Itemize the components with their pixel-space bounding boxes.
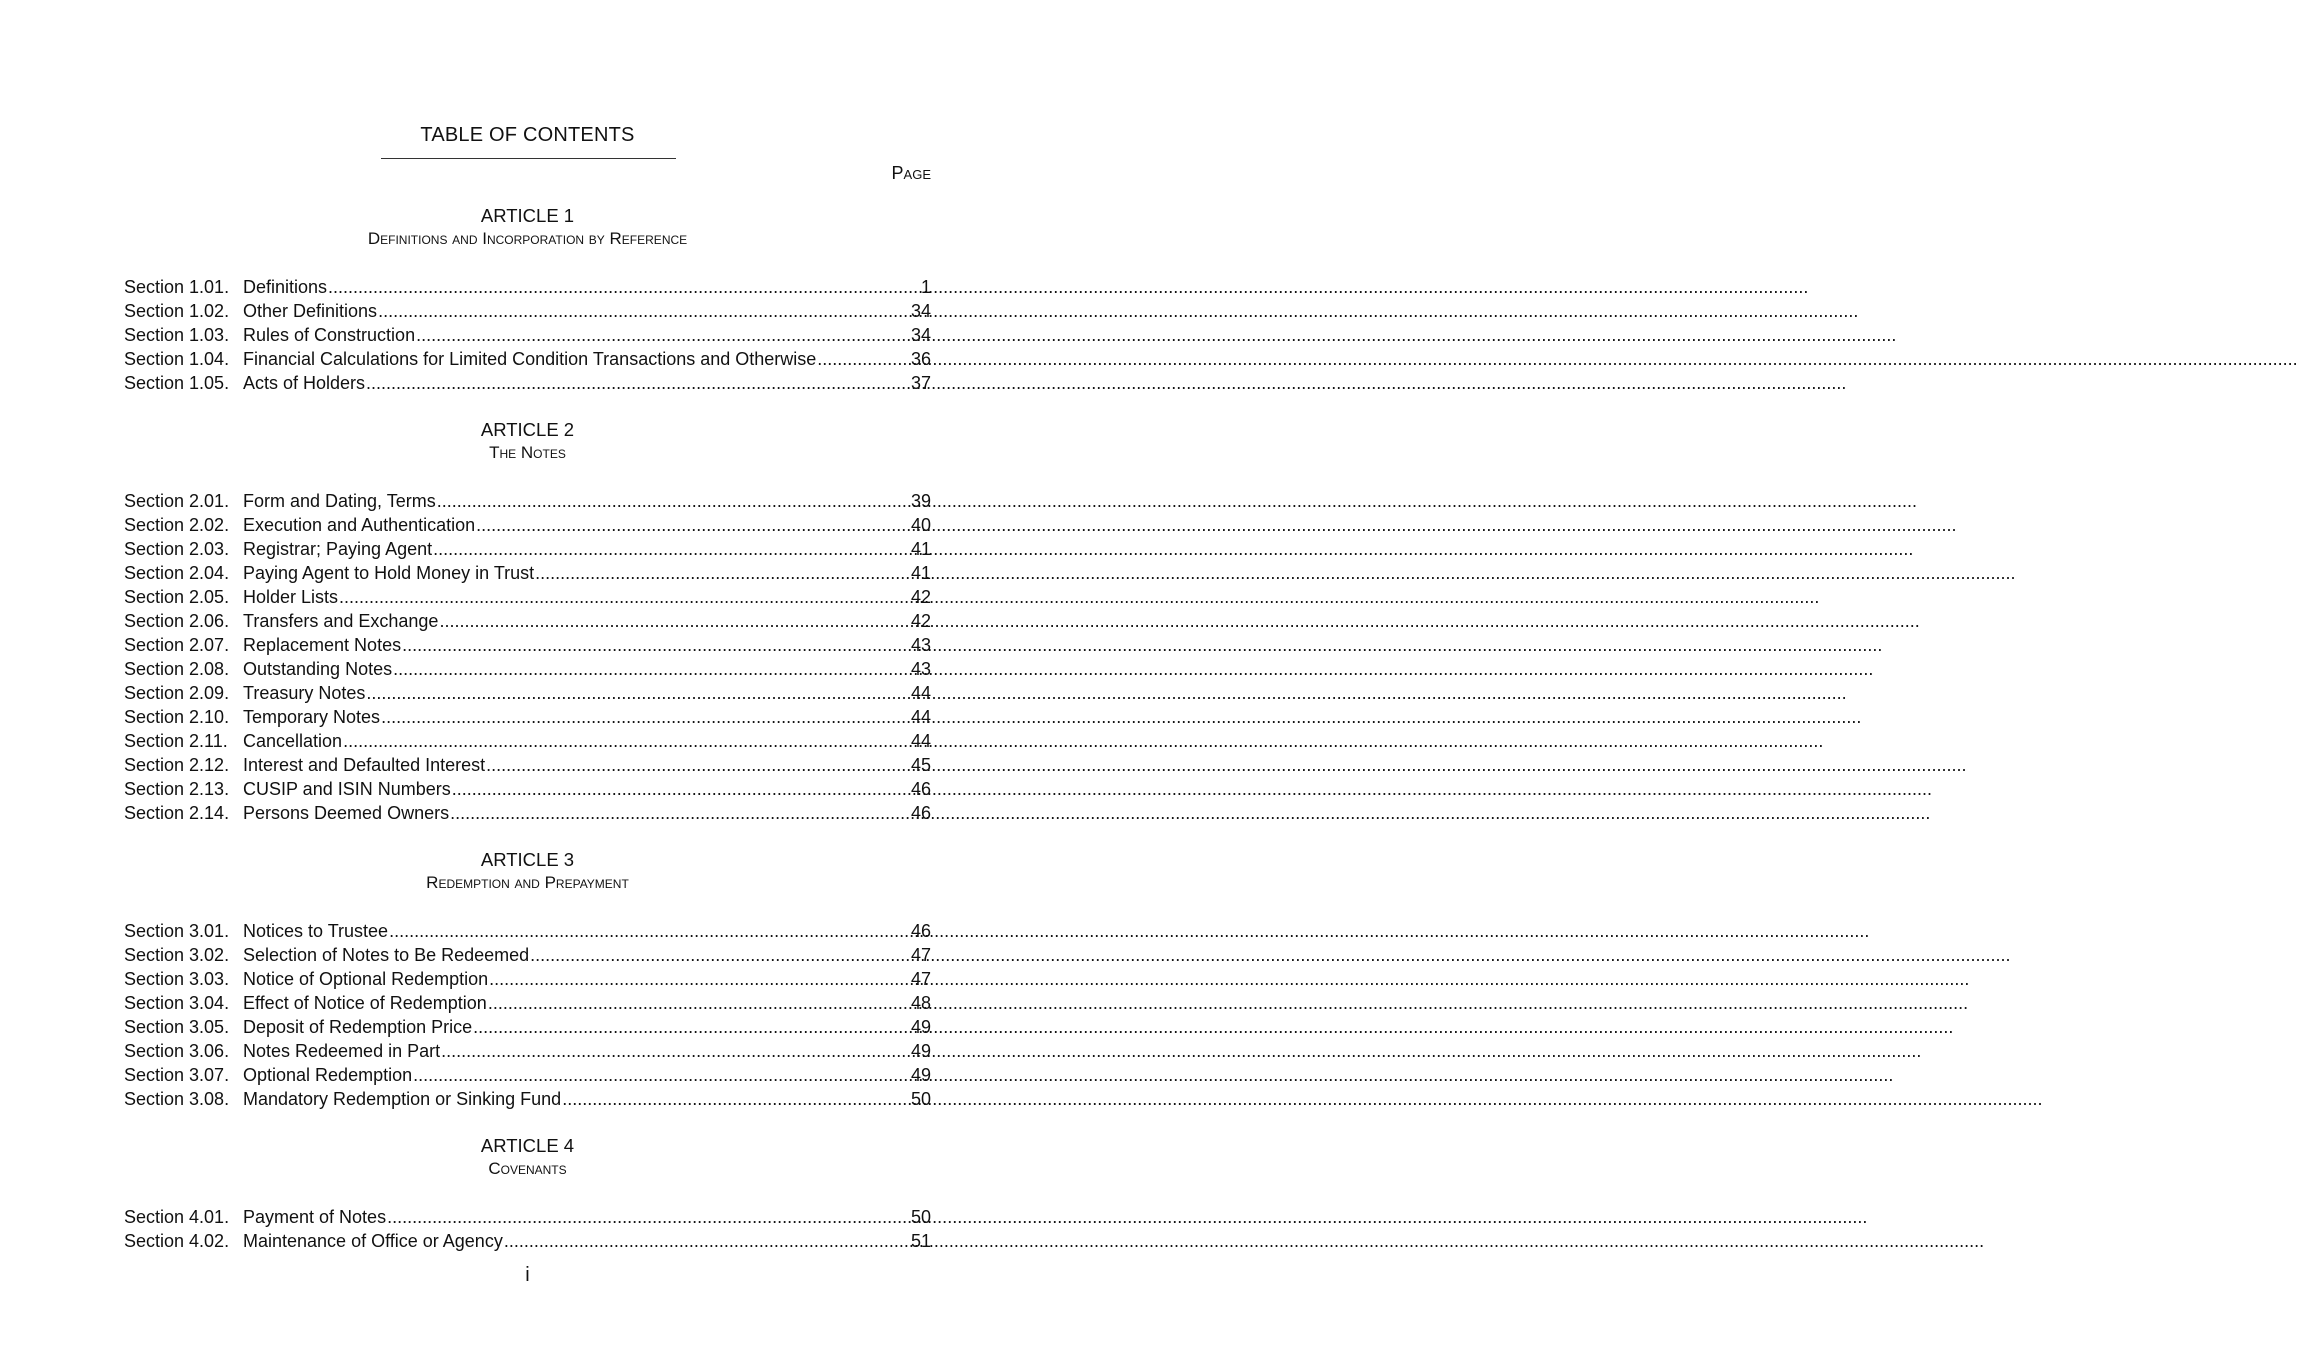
section-title: Effect of Notice of Redemption — [243, 993, 487, 1013]
section-page-number: 44 — [910, 707, 931, 727]
dot-leader — [389, 919, 910, 943]
dot-leader — [488, 991, 910, 1015]
section-title: Temporary Notes — [243, 707, 381, 727]
dot-leader — [366, 681, 910, 705]
section-title: Persons Deemed Owners — [243, 803, 450, 823]
section-title: Holder Lists — [243, 587, 339, 607]
toc-entry[interactable] — [124, 919, 931, 943]
dot-leader — [402, 633, 910, 657]
toc-entry[interactable] — [124, 347, 931, 371]
section-title: Deposit of Redemption Price — [243, 1017, 473, 1037]
toc-entry[interactable] — [124, 371, 931, 395]
dot-leader — [439, 609, 910, 633]
section-number: Section 3.08. — [124, 1089, 230, 1109]
toc-entry[interactable] — [124, 1087, 931, 1111]
article-block — [124, 848, 931, 1111]
section-number: Section 3.07. — [124, 1065, 230, 1085]
dot-leader — [452, 777, 910, 801]
section-number: Section 4.01. — [124, 1207, 230, 1227]
toc-body — [124, 204, 931, 1276]
toc-entry[interactable] — [124, 299, 931, 323]
article-block — [124, 418, 931, 825]
section-title: Paying Agent to Hold Money in Trust — [243, 563, 535, 583]
section-number: Section 1.05. — [124, 373, 230, 393]
dot-leader — [393, 657, 910, 681]
section-page-number: 40 — [910, 515, 931, 535]
section-page-number: 43 — [910, 659, 931, 679]
section-page-number: 41 — [910, 563, 931, 583]
section-page-number: 41 — [910, 539, 931, 559]
article-subtitle: The Notes — [489, 443, 566, 462]
toc-entry[interactable] — [124, 681, 931, 705]
dot-leader — [437, 489, 910, 513]
section-title: CUSIP and ISIN Numbers — [243, 779, 451, 799]
section-number: Section 2.02. — [124, 515, 230, 535]
dot-leader — [562, 1087, 910, 1111]
section-title: Execution and Authentication — [243, 515, 476, 535]
section-title: Acts of Holders — [243, 373, 366, 393]
section-number: Section 1.03. — [124, 325, 230, 345]
toc-entry[interactable] — [124, 967, 931, 991]
page-column-label: Page — [891, 163, 931, 183]
toc-entry[interactable] — [124, 991, 931, 1015]
toc-entry[interactable] — [124, 1229, 931, 1253]
toc-entry[interactable] — [124, 275, 931, 299]
dot-leader — [339, 585, 910, 609]
section-page-number: 49 — [910, 1041, 931, 1061]
section-title: Optional Redemption — [243, 1065, 413, 1085]
article-subtitle: Definitions and Incorporation by Reference — [367, 229, 688, 248]
section-number: Section 2.11. — [124, 731, 228, 751]
section-number: Section 3.05. — [124, 1017, 230, 1037]
section-number: Section 2.05. — [124, 587, 230, 607]
page-number: i — [525, 1264, 530, 1286]
dot-leader — [441, 1039, 910, 1063]
section-title: Selection of Notes to Be Redeemed — [243, 945, 530, 965]
section-number: Section 2.01. — [124, 491, 230, 511]
section-number: Section 2.08. — [124, 659, 230, 679]
dot-leader — [378, 299, 910, 323]
section-number: Section 4.02. — [124, 1231, 230, 1251]
section-number: Section 2.12. — [124, 755, 230, 775]
dot-leader — [473, 1015, 910, 1039]
section-title: Transfers and Exchange — [243, 611, 439, 631]
section-number: Section 2.04. — [124, 563, 230, 583]
article-block — [124, 1134, 931, 1253]
section-title: Rules of Construction — [243, 325, 416, 345]
section-title: Interest and Defaulted Interest — [243, 755, 486, 775]
section-page-number: 44 — [910, 683, 931, 703]
toc-entry[interactable] — [124, 561, 931, 585]
section-title: Outstanding Notes — [243, 659, 393, 679]
section-page-number: 39 — [910, 491, 931, 511]
article-subtitle: Redemption and Prepayment — [426, 873, 629, 892]
section-title: Definitions — [243, 277, 328, 297]
section-page-number: 37 — [910, 373, 931, 393]
title-underline — [381, 158, 676, 159]
toc-entry[interactable] — [124, 489, 931, 513]
section-title: Treasury Notes — [243, 683, 366, 703]
section-page-number: 47 — [910, 945, 931, 965]
section-page-number: 46 — [910, 803, 931, 823]
toc-entry[interactable] — [124, 943, 931, 967]
dot-leader — [535, 561, 910, 585]
toc-entry[interactable] — [124, 657, 931, 681]
section-page-number: 46 — [910, 779, 931, 799]
section-page-number: 48 — [910, 993, 931, 1013]
section-page-number: 34 — [910, 325, 931, 345]
toc-entry[interactable] — [124, 1015, 931, 1039]
section-number: Section 3.04. — [124, 993, 230, 1013]
section-number: Section 2.14. — [124, 803, 230, 823]
section-number: Section 1.04. — [124, 349, 230, 369]
section-title: Cancellation — [243, 731, 343, 751]
section-number: Section 2.09. — [124, 683, 230, 703]
section-page-number: 49 — [910, 1065, 931, 1085]
article-heading: ARTICLE 1 — [480, 205, 575, 226]
dot-leader — [328, 275, 920, 299]
article-heading: ARTICLE 3 — [480, 849, 575, 870]
toc-entry[interactable] — [124, 705, 931, 729]
section-number: Section 1.01. — [124, 277, 230, 297]
dot-leader — [366, 371, 910, 395]
toc-entry[interactable] — [124, 585, 931, 609]
dot-leader — [387, 1205, 910, 1229]
toc-entry[interactable] — [124, 1205, 931, 1229]
section-title: Payment of Notes — [243, 1207, 387, 1227]
dot-leader — [504, 1229, 910, 1253]
section-page-number: 34 — [910, 301, 931, 321]
dot-leader — [817, 347, 910, 371]
section-page-number: 49 — [910, 1017, 931, 1037]
section-page-number: 50 — [910, 1089, 931, 1109]
section-page-number: 45 — [910, 755, 931, 775]
dot-leader — [486, 753, 910, 777]
section-title: Notes Redeemed in Part — [243, 1041, 441, 1061]
section-number: Section 1.02. — [124, 301, 230, 321]
section-number: Section 2.06. — [124, 611, 230, 631]
dot-leader — [343, 729, 910, 753]
toc-entry[interactable] — [124, 729, 931, 753]
dot-leader — [476, 513, 910, 537]
section-page-number: 50 — [910, 1207, 931, 1227]
toc-entry[interactable] — [124, 1039, 931, 1063]
section-number: Section 2.03. — [124, 539, 230, 559]
section-title: Form and Dating, Terms — [243, 491, 436, 511]
section-number: Section 3.01. — [124, 921, 230, 941]
dot-leader — [416, 323, 910, 347]
dot-leader — [450, 801, 910, 825]
toc-entry[interactable] — [124, 753, 931, 777]
dot-leader — [413, 1063, 910, 1087]
section-title: Other Definitions — [243, 301, 378, 321]
dot-leader — [381, 705, 910, 729]
section-number: Section 3.06. — [124, 1041, 230, 1061]
section-title: Replacement Notes — [243, 635, 402, 655]
section-page-number: 43 — [910, 635, 931, 655]
section-number: Section 2.07. — [124, 635, 230, 655]
toc-entry[interactable] — [124, 513, 931, 537]
toc-entry[interactable] — [124, 323, 931, 347]
dot-leader — [433, 537, 910, 561]
toc-entry[interactable] — [124, 801, 931, 825]
section-title: Mandatory Redemption or Sinking Fund — [243, 1089, 562, 1109]
document-page — [0, 0, 1055, 1365]
section-page-number: 46 — [910, 921, 931, 941]
dot-leader — [530, 943, 910, 967]
article-heading: ARTICLE 2 — [480, 419, 575, 440]
section-number: Section 3.03. — [124, 969, 230, 989]
section-page-number: 47 — [910, 969, 931, 989]
section-page-number: 44 — [910, 731, 931, 751]
section-title: Notice of Optional Redemption — [243, 969, 489, 989]
dot-leader — [489, 967, 910, 991]
section-page-number: 42 — [910, 611, 931, 631]
toc-entry[interactable] — [124, 777, 931, 801]
section-title: Notices to Trustee — [243, 921, 389, 941]
section-number: Section 2.13. — [124, 779, 230, 799]
article-heading: ARTICLE 4 — [480, 1135, 575, 1156]
toc-entry[interactable] — [124, 609, 931, 633]
toc-entry[interactable] — [124, 1063, 931, 1087]
article-block — [124, 204, 931, 395]
section-page-number: 42 — [910, 587, 931, 607]
section-number: Section 3.02. — [124, 945, 230, 965]
section-page-number: 36 — [910, 349, 931, 369]
section-title: Registrar; Paying Agent — [243, 539, 433, 559]
section-number: Section 2.10. — [124, 707, 230, 727]
section-page-number: 1 — [920, 277, 931, 297]
section-title: Maintenance of Office or Agency — [243, 1231, 503, 1251]
toc-title: TABLE OF CONTENTS — [420, 124, 635, 146]
toc-entry[interactable] — [124, 537, 931, 561]
toc-entry[interactable] — [124, 633, 931, 657]
section-page-number: 51 — [910, 1231, 931, 1251]
section-title: Financial Calculations for Limited Condition Transactions and Otherwise — [243, 349, 817, 369]
article-subtitle: Covenants — [488, 1159, 567, 1178]
